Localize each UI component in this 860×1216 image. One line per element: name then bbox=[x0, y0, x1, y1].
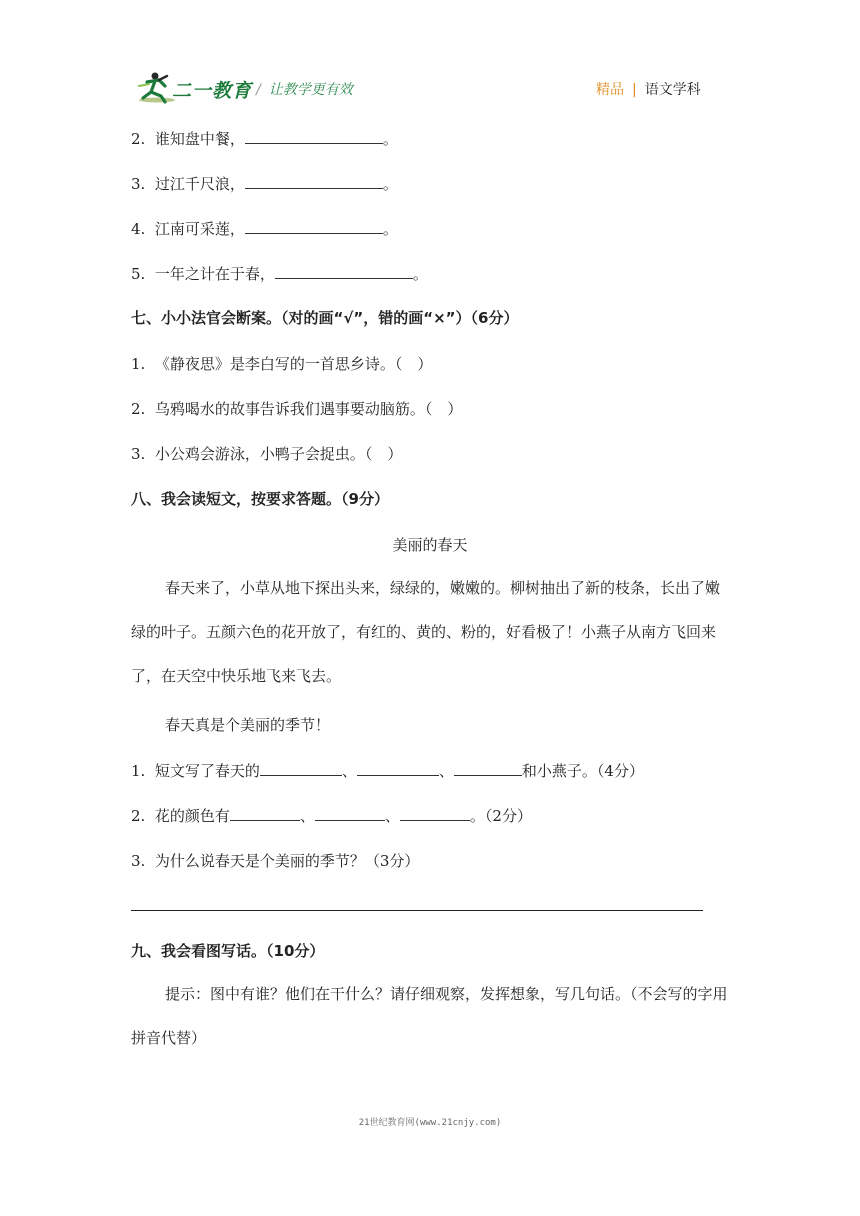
item-number: 3. bbox=[131, 852, 146, 870]
item-end: 。 bbox=[382, 175, 398, 193]
poem-item bbox=[131, 173, 398, 194]
item-number: 1. bbox=[131, 355, 146, 373]
answer-writing-line[interactable] bbox=[131, 910, 703, 911]
q1-prefix: 短文写了春天的 bbox=[154, 762, 260, 780]
item-end: 。 bbox=[382, 130, 398, 148]
judge-item bbox=[131, 443, 402, 464]
subject-label: 语文学科 bbox=[644, 82, 701, 98]
item-number: 4. bbox=[131, 220, 146, 238]
section-8-title: 八、我会读短文，按要求答题。（9分） bbox=[131, 490, 389, 508]
item-text: 过江千尺浪， bbox=[154, 175, 245, 193]
passage-paragraph: 春天真是个美丽的季节！ bbox=[165, 716, 331, 734]
item-number: 1. bbox=[131, 762, 146, 780]
poem-item bbox=[131, 263, 428, 284]
header-separator: | bbox=[632, 82, 637, 98]
item-end: 。 bbox=[412, 265, 428, 283]
page-header bbox=[0, 0, 860, 110]
item-text: 乌鸦喝水的故事告诉我们遇事要动脑筋。（ ） bbox=[154, 400, 463, 418]
item-text: 一年之计在于春， bbox=[154, 265, 275, 283]
answer-blank[interactable] bbox=[245, 219, 383, 234]
passage-paragraph: 春天来了，小草从地下探出头来，绿绿的，嫩嫩的。柳树抽出了新的枝条，长出了嫩绿的叶子。五颜六色的花开放了，有红的、黄的、粉的，好看极了！小燕子从南方飞回来了，在天空中快乐地飞来飞去。 bbox=[131, 579, 721, 685]
answer-blank[interactable] bbox=[315, 806, 385, 821]
page-footer: 21世纪教育网(www.21cnjy.com) bbox=[358, 1118, 502, 1128]
answer-blank[interactable] bbox=[245, 174, 383, 189]
slogan-text: 让教学更有效 bbox=[268, 82, 353, 98]
q2-suffix: 。（2分） bbox=[469, 807, 532, 825]
header-subject bbox=[596, 79, 701, 99]
logo-text: 二一教育 bbox=[172, 80, 253, 102]
header-slash: / bbox=[256, 82, 261, 98]
item-text: 谁知盘中餐， bbox=[154, 130, 245, 148]
item-number: 3. bbox=[131, 175, 146, 193]
item-text: 江南可采莲， bbox=[154, 220, 245, 238]
answer-blank[interactable] bbox=[357, 761, 439, 776]
q1-suffix: 和小燕子。（4分） bbox=[521, 762, 644, 780]
poem-item bbox=[131, 128, 398, 149]
blank-separator: 、 bbox=[384, 807, 400, 825]
q2-prefix: 花的颜色有 bbox=[154, 807, 230, 825]
section-9-title: 九、我会看图写话。（10分） bbox=[131, 942, 325, 960]
question-2 bbox=[131, 805, 532, 826]
item-end: 。 bbox=[382, 220, 398, 238]
q3-text: 为什么说春天是个美丽的季节？（3分） bbox=[154, 852, 420, 870]
answer-blank[interactable] bbox=[230, 806, 300, 821]
answer-blank[interactable] bbox=[454, 761, 522, 776]
answer-blank[interactable] bbox=[245, 129, 383, 144]
writing-hint: 提示：图中有谁？他们在干什么？请仔细观察，发挥想象，写几句话。（不会写的字用拼音代替） bbox=[131, 985, 728, 1047]
item-number: 2. bbox=[131, 807, 146, 825]
item-text: 小公鸡会游泳，小鸭子会捉虫。（ ） bbox=[154, 445, 403, 463]
question-1 bbox=[131, 760, 644, 781]
item-number: 5. bbox=[131, 265, 146, 283]
blank-separator: 、 bbox=[299, 807, 315, 825]
quality-badge: 精品 bbox=[596, 82, 624, 98]
judge-item bbox=[131, 398, 462, 419]
item-number: 2. bbox=[131, 400, 146, 418]
passage-title: 美丽的春天 bbox=[392, 536, 468, 554]
header-slogan bbox=[256, 79, 353, 99]
poem-item bbox=[131, 218, 398, 239]
blank-separator: 、 bbox=[341, 762, 357, 780]
item-number: 2. bbox=[131, 130, 146, 148]
blank-separator: 、 bbox=[438, 762, 454, 780]
answer-blank[interactable] bbox=[400, 806, 470, 821]
question-3 bbox=[131, 850, 419, 871]
item-text: 《静夜思》是李白写的一首思乡诗。（ ） bbox=[154, 355, 433, 373]
judge-item bbox=[131, 353, 432, 374]
section-7-title: 七、小小法官会断案。（对的画“√”，错的画“×”）（6分） bbox=[131, 309, 519, 327]
item-number: 3. bbox=[131, 445, 146, 463]
answer-blank[interactable] bbox=[275, 264, 413, 279]
answer-blank[interactable] bbox=[260, 761, 342, 776]
